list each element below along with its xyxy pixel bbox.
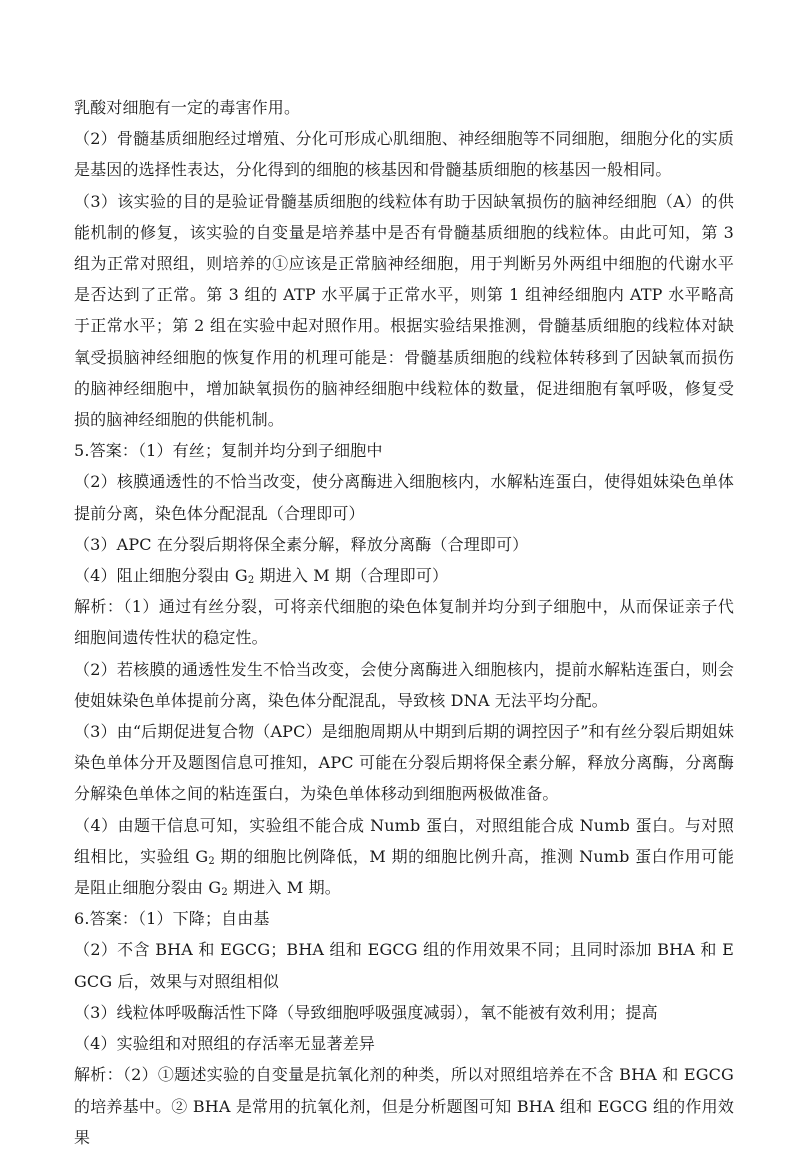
analysis-5-part-4-text-a: （4）由题干信息可知，实验组不能合成 Numb 蛋白，对照组能合成 Numb 蛋白。与对照组相比，实验组 G xyxy=(74,815,734,866)
subscript: 2 xyxy=(247,575,255,587)
analysis-5-part-3: （3）由“后期促进复合物（APC）是细胞周期从中期到后期的调控因子”和有丝分裂后期姐妹染色单体分开及题图信息可推知，APC 可能在分裂后期将保全素分解，释放分离酶，分离酶分解染色单体之间的粘连蛋白，为染色单体移动到细胞两极做准备。 xyxy=(74,722,734,804)
analysis-5-part-2: （2）若核膜的通透性发生不恰当改变，会使分离酶进入细胞核内，提前水解粘连蛋白，则会使姐妹染色单体提前分离，染色体分配混乱，导致核 DNA 无法平均分配。 xyxy=(74,659,734,710)
subscript: 2 xyxy=(221,887,228,899)
answer-6-heading: 6.答案：（1）下降；自由基 xyxy=(74,909,270,929)
answer-5-part-4-text-a: （4）阻止细胞分裂由 G xyxy=(74,566,248,586)
paragraph-2: （2）骨髓基质细胞经过增殖、分化可形成心肌细胞、神经细胞等不同细胞，细胞分化的实质是基因的选择性表达，分化得到的细胞的核基因和骨髓基质细胞的核基因一般相同。 xyxy=(74,129,734,180)
subscript: 2 xyxy=(208,855,215,867)
answer-5-part-4-text-b: 期进入 M 期（合理即可） xyxy=(254,566,449,586)
analysis-5-part-4 xyxy=(74,810,734,904)
answer-5-heading: 5.答案：（1）有丝；复制并均分到子细胞中 xyxy=(74,441,383,461)
answer-5-part-2: （2）核膜通透性的不恰当改变，使分离酶进入细胞核内，水解粘连蛋白，使得姐妹染色单体提前分离，染色体分配混乱（合理即可） xyxy=(74,472,734,523)
paragraph-1: 乳酸对细胞有一定的毒害作用。 xyxy=(74,98,301,117)
answer-6-part-4: （4）实验组和对照组的存活率无显著差异 xyxy=(74,1034,376,1054)
answer-6-part-3: （3）线粒体呼吸酶活性下降（导致细胞呼吸强度减弱），氧不能被有效利用；提高 xyxy=(74,1002,658,1022)
analysis-5-part-4-text-c: 期进入 M 期。 xyxy=(227,878,341,898)
answer-6-part-2: （2）不含 BHA 和 EGCG；BHA 组和 EGCG 组的作用效果不同；且同时添加 BHA 和 EGCG 后，效果与对照组相似 xyxy=(74,940,734,991)
document-page xyxy=(74,92,734,1153)
analysis-5-part-1: 解析：（1）通过有丝分裂，可将亲代细胞的染色体复制并均分到子细胞中，从而保证亲子代细胞间遗传性状的稳定性。 xyxy=(74,597,734,648)
answer-5-part-3: （3）APC 在分裂后期将保全素分解，释放分离酶（合理即可） xyxy=(74,534,529,554)
answer-5-part-4 xyxy=(74,560,734,591)
analysis-5-part-4-text-b: 期的细胞比例降低，M 期的细胞比例升高，推测 Numb 蛋白作用可能是阻止细胞分裂由 G xyxy=(74,846,735,898)
paragraph-3: （3）该实验的目的是验证骨髓基质细胞的线粒体有助于因缺氧损伤的脑神经细胞（A）的供能机制的修复，该实验的自变量是培养基中是否有骨髓基质细胞的线粒体。由此可知，第 3 组为正常对照组，则培养的①应该是正常脑神经细胞，用于判断另外两组中细胞的代谢水平是否达到了正常。第 3 组的 ATP 水平属于正常水平，则第 1 组神经细胞内 ATP 水平略高于正常水平；第 2 组在实验中起对照作用。根据实验结果推测，骨髓基质细胞的线粒体对缺氧受损脑神经细胞的恢复作用的机理可能是：骨髓基质细胞的线粒体转移到了因缺氧而损伤的脑神经细胞中，增加缺氧损伤的脑神经细胞中线粒体的数量，促进细胞有氧呼吸，修复受损的脑神经细胞的供能机制。 xyxy=(74,191,734,430)
analysis-6-part-2: 解析：（2）①题述实验的自变量是抗氧化剂的种类，所以对照组培养在不含 BHA 和 EGCG 的培养基中。② BHA 是常用的抗氧化剂，但是分析题图可知 BHA 组和 EGCG 组的作用效果 xyxy=(74,1065,734,1147)
